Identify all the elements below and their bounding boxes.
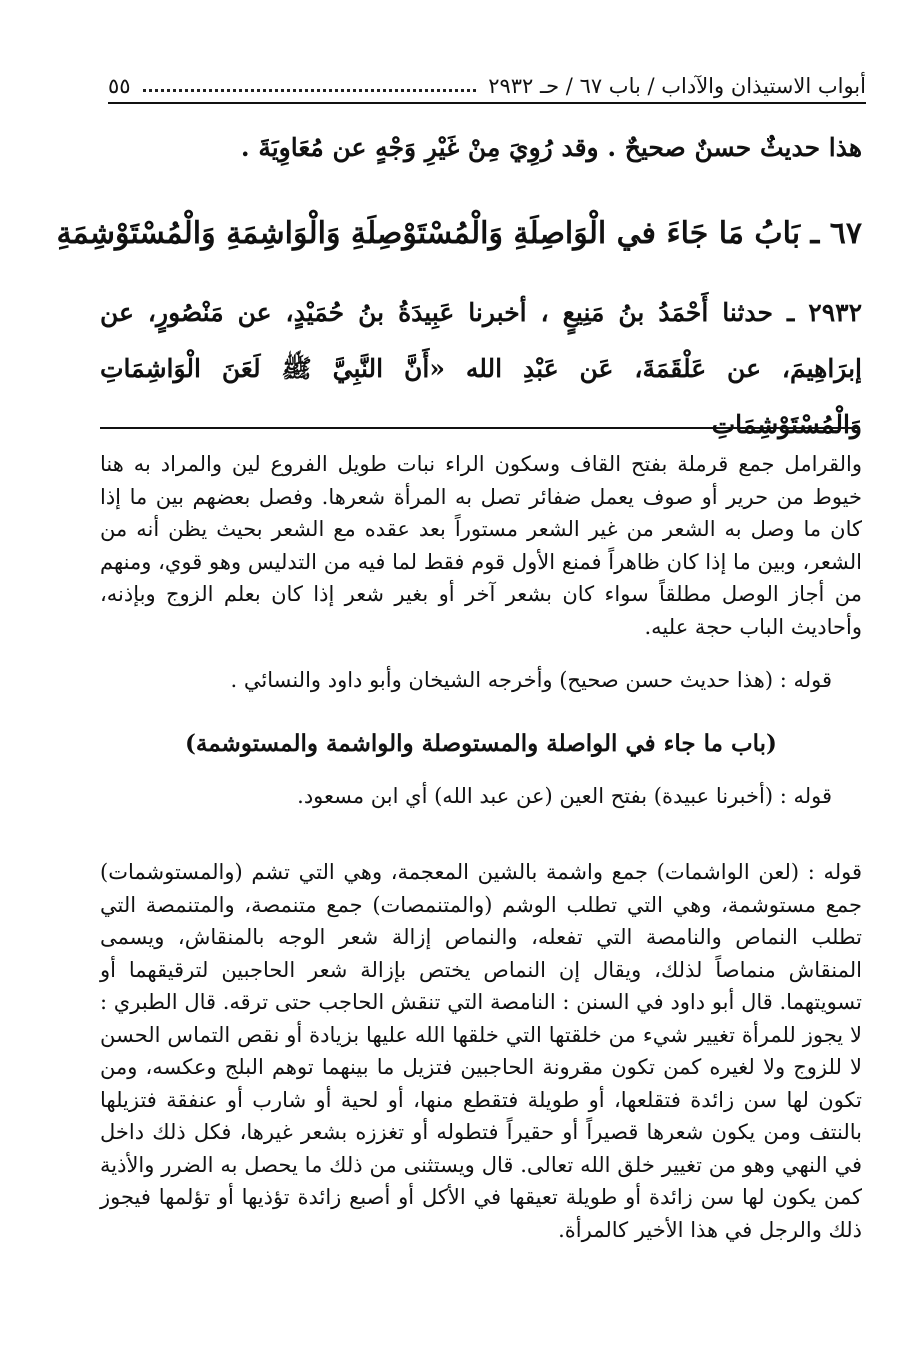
commentary-paragraph-4: قوله : (لعن الواشمات) جمع واشمة بالشين المعجمة، وهي التي تشم (والمستوشمات) جمع مستوشمة، وهي التي تطلب الوشم (والمتنمصات) جمع متنمصة، والمتنمصة التي تطلب النماص والنامصة التي تفعله، والنماص إزالة شعر الوجه بالمنقاش، ويسمى المنقاش منماصاً لذلك، ويقال إن النماص يختص بإزالة شعر الحاجبين لترقيقهما أو تسويتهما. قال أبو داود في السنن : النامصة التي تنقش الحاجب حتى ترقه. قال الطبري : لا يجوز للمرأة تغيير شيء من خلقتها التي خلقها الله عليها بزيادة أو نقص التماس الحسن لا للزوج ولا لغيره كمن تكون مقرونة الحاجبين فتزيل ما بينهما توهم البلج وعكسه، ومن تكون لها سن زائدة فتقلعها، أو طويلة فتقطع منها، أو لحية أو شارب أو عنفقة فتزيلها بالنتف ومن يكون شعرها قصيراً أو حقيراً فتطوله أو تغززه بشعر غيرها، فكل ذلك داخل في النهي وهو من تغيير خلق الله تعالى. قال ويستثنى من ذلك ما يحصل به الضرر والأذية كمن يكون لها سن زائدة أو طويلة تعيقها في الأكل أو أصبع زائدة تؤذيها أو تؤلمها فيجوز ذلك والرجل في هذا الأخير كالمرأة. xyxy=(100,860,862,1242)
commentary-paragraph-1: والقرامل جمع قرملة بفتح القاف وسكون الراء نبات طويل الفروع لين والمراد به هنا خيوط من حرير أو صوف يعمل ضفائر تصل به المرأة شعرها. وفصل بعضهم بين ما إذا كان ما وصل به الشعر من غير الشعر مستوراً بعد عقده مع الشعر بحيث يظن أنه من الشعر، وبين ما إذا كان ظاهراً فمنع الأول قوم فقط لما فيه من التدليس وهو قوي، ومنهم من أجاز الوصل مطلقاً سواء كان بشعر آخر أو بغير شعر إذا كان بعلم الزوج وبإذنه، وأحاديث الباب حجة عليه. xyxy=(100,452,862,639)
commentary-chapter-heading: (باب ما جاء في الواصلة والمستوصلة والواشمة والمستوشمة) xyxy=(185,730,777,757)
commentary-paragraph-2: قوله : (هذا حديث حسن صحيح) وأخرجه الشيخان وأبو داود والنسائي . xyxy=(230,668,832,692)
header-title: أبواب الاستيذان والآداب / باب ٦٧ / حـ ٢٩٣٢ xyxy=(488,74,866,98)
running-header xyxy=(108,66,866,104)
page-number: ٥٥ xyxy=(108,74,131,98)
commentary-paragraph-3: قوله : (أخبرنا عبيدة) بفتح العين (عن عبد الله) أي ابن مسعود. xyxy=(297,784,832,808)
hadith-text: ٢٩٣٢ ـ حدثنا أَحْمَدُ بنُ مَنِيعٍ ، أخبرنا عَبِيدَةُ بنُ حُمَيْدٍ، عن مَنْصُورٍ، عن إبرَاهِيمَ، عن عَلْقَمَةَ، عَن عَبْدِ الله «أَنَّ النَّبِيَّ ﷺ لَعَنَ الْوَاشِمَاتِ وَالْمُسْتَوْشِمَاتِ xyxy=(100,298,862,439)
header-dotted-leader xyxy=(143,89,477,92)
hadith-grading-line: هذا حديثٌ حسنٌ صحيحٌ . وقد رُوِيَ مِنْ غَيْرِ وَجْهٍ عن مُعَاوِيَةَ . xyxy=(240,133,862,162)
footnote-separator xyxy=(100,427,860,429)
chapter-heading: ٦٧ ـ بَابُ مَا جَاءَ في الْوَاصِلَةِ وَالْمُسْتَوْصِلَةِ وَالْوَاشِمَةِ وَالْمُسْتَوْشِمَةِ xyxy=(56,216,862,251)
